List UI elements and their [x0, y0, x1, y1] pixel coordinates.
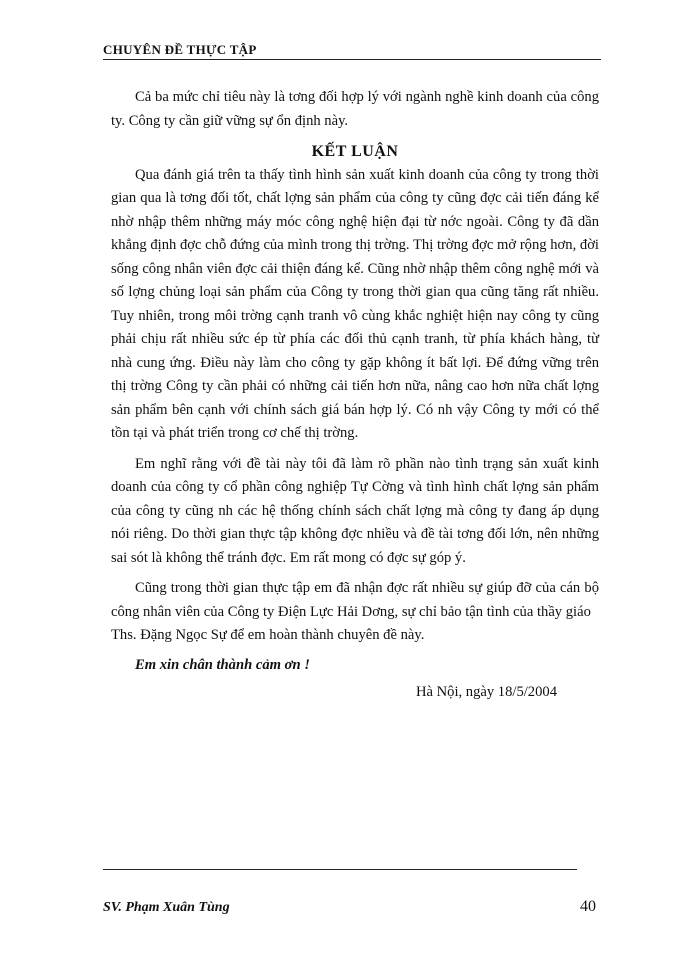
document-body	[111, 86, 599, 705]
footer-rule	[103, 869, 577, 870]
date-line: Hà Nội, ngày 18/5/2004	[415, 684, 557, 700]
spacer	[111, 446, 599, 453]
section-heading: KẾT LUẬN	[311, 143, 399, 160]
spacer	[111, 133, 599, 140]
conclusion-paragraph-1: Qua đánh giá trên ta thấy tình hình sản xuất kinh doanh của công ty trong thời gian qua là tơng đối tốt, chất lợng sản phẩm của công ty cũng đợc cải tiến đáng kể nhờ nhập thêm những máy móc công nghệ hiện đại từ nớc ngoài. Công ty đã dần khẳng định đợc chỗ đứng của mình trong thị trờng. Thị trờng đợc mở rộng hơn, đời sống công nhân viên đợc cải thiện đáng kể. Cũng nhờ nhập thêm công nghệ mới và số lợng chủng loại sản phẩm của Công ty trong thời gian qua cũng tăng rất nhiều. Tuy nhiên, trong môi trờng cạnh tranh vô cùng khắc nghiệt hiện nay công ty cũng phải chịu rất nhiều sức ép từ phía các đối thủ cạnh tranh, từ phía khách hàng, từ nhà cung ứng. Điều này làm cho công ty gặp không ít bất lợi. Để đứng vững trên thị trờng Công ty cần phải có những cải tiến hơn nữa, nâng cao hơn nữa chất lợng sản phẩm bên cạnh với chính sách giá bán hợp lý. Có nh vậy Công ty mới có thể tồn tại và phát triển trong cơ chế thị trờng.	[111, 166, 599, 441]
acknowledgement-continuation: Ths. Đặng Ngọc Sự để em hoàn thành chuyên đề này.	[111, 627, 425, 643]
conclusion-paragraph-2: Em nghĩ rằng với đề tài này tôi đã làm rõ phần nào tình trạng sản xuất kinh doanh của công ty cổ phần công nghiệp Tự Cờng và tình hình chất lợng sản phẩm của công ty cũng nh các hệ thống chính sách chất lợng mà công ty đang áp dụng nói riêng. Do thời gian thực tập không đợc nhiều và đề tài tơng đối lớn, nên những sai sót là không thể tránh đợc. Em rất mong có đợc sự góp ý.	[111, 455, 599, 566]
thanks-line: Em xin chân thành cảm ơn !	[135, 656, 310, 673]
page-number: 40	[580, 898, 596, 915]
spacer	[111, 570, 599, 577]
page-header	[103, 42, 601, 60]
acknowledgement-paragraph: Cũng trong thời gian thực tập em đã nhận đợc rất nhiều sự giúp đỡ của cán bộ công nhân viên của Công ty Điện Lực Hải Dơng, sự chỉ bảo tận tình của thầy giáo	[111, 580, 599, 620]
footer-author: SV. Phạm Xuân Tùng	[103, 900, 230, 915]
intro-paragraph: Cả ba mức chỉ tiêu này là tơng đối hợp lý với ngành nghề kinh doanh của công ty. Công ty cần giữ vững sự ổn định này.	[111, 89, 599, 129]
header-title: CHUYÊN ĐỀ THỰC TẬP	[103, 42, 257, 57]
